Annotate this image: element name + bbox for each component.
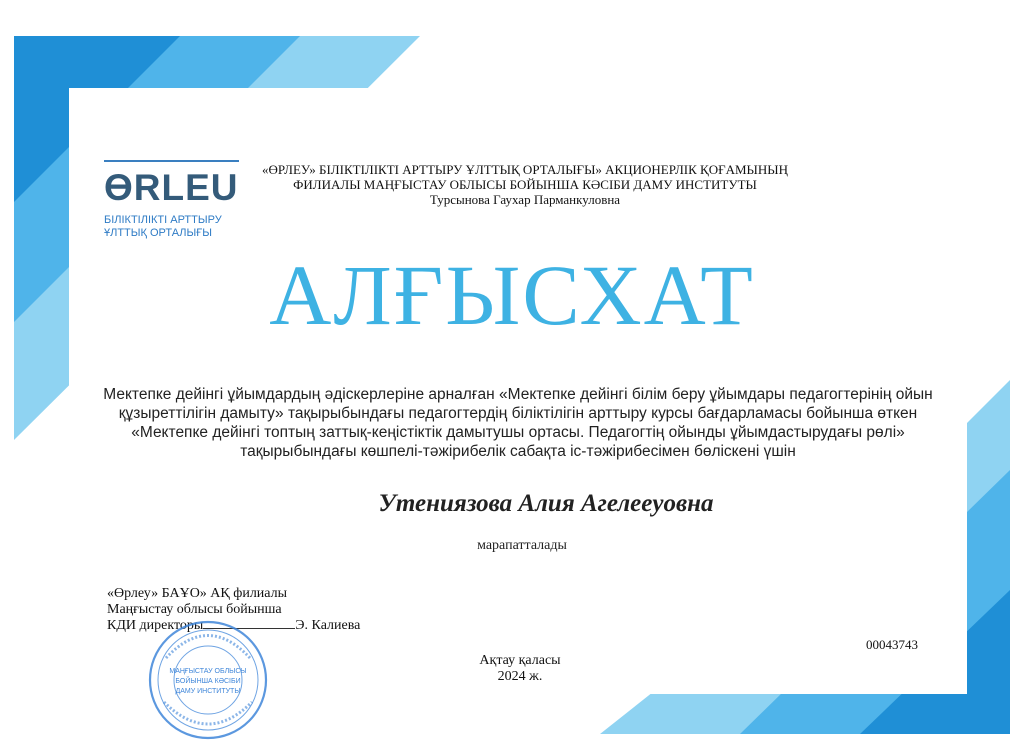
signature-line1: «Өрлеу» БАҰО» АҚ филиалы bbox=[107, 586, 288, 601]
issue-place-date bbox=[470, 653, 570, 685]
logo-subtitle-line2: ҰЛТТЫҚ ОРТАЛЫҒЫ bbox=[104, 227, 212, 239]
certificate-title: АЛҒЫСХАТ bbox=[269, 247, 755, 343]
body-line4: тақырыбындағы көшпелі-тәжірибелік сабақта іс-тәжірибесімен бөлiскенi үшiн bbox=[240, 443, 796, 460]
organization-header bbox=[240, 162, 810, 207]
signature-title: КДИ директоры bbox=[107, 618, 204, 633]
orleu-logo bbox=[104, 160, 239, 240]
official-stamp bbox=[146, 618, 270, 742]
logo-wordmark: ӨRLEU bbox=[104, 160, 239, 208]
logo-subtitle-line1: БІЛІКТІЛІКТІ АРТТЫРУ bbox=[104, 214, 222, 226]
stamp-text-line2: БОЙЫНША КӘСІБИ bbox=[175, 678, 241, 685]
awarded-text: марапатталады bbox=[477, 538, 567, 553]
stamp-text-line1: МАҢҒЫСТАУ ОБЛЫСЫ bbox=[169, 668, 247, 675]
body-line3: «Мектепке дейінгі топтың заттық-кеңістіктік дамытушы ортасы. Педагогтің ойынды ұйымдастырудағы рөлі» bbox=[131, 424, 905, 441]
serial-number: 00043743 bbox=[866, 637, 918, 652]
body-line2: құзыреттілігін дамыту» тақырыбындағы педагогтердің біліктілігін арттыру курсы бағдарламасы бойынша өткен bbox=[118, 405, 918, 422]
stamp-text-line3: ДАМУ ИНСТИТУТЫ bbox=[175, 688, 241, 695]
header-line2: ФИЛИАЛЫ МАҢҒЫСТАУ ОБЛЫСЫ БОЙЫНША КӘСІБИ ДАМУ ИНСТИТУТЫ bbox=[293, 177, 757, 192]
body-line1: Мектепке дейінгі ұйымдардың әдіскерлеріне арналған «Мектепке дейінгі білім беру ұйымдары педагогтерінің ойын bbox=[103, 386, 933, 403]
issue-city: Ақтау қаласы bbox=[479, 653, 561, 668]
header-line1: «ӨРЛЕУ» БІЛІКТІЛІКТІ АРТТЫРУ ҰЛТТЫҚ ОРТАЛЫҒЫ» АКЦИОНЕРЛІК ҚОҒАМЫНЫҢ bbox=[261, 162, 788, 177]
issue-year: 2024 ж. bbox=[497, 669, 543, 684]
header-person-name: Турсынова Гаухар Парманкуловна bbox=[429, 192, 621, 207]
signature-line2: Маңғыстау облысы бойынша bbox=[107, 602, 282, 617]
signatory-name: Э. Калиева bbox=[295, 618, 361, 633]
logo-subtitle bbox=[104, 214, 239, 240]
recipient-name: Утениязова Алия Агелееуовна bbox=[378, 490, 714, 517]
certificate-body bbox=[100, 385, 936, 461]
